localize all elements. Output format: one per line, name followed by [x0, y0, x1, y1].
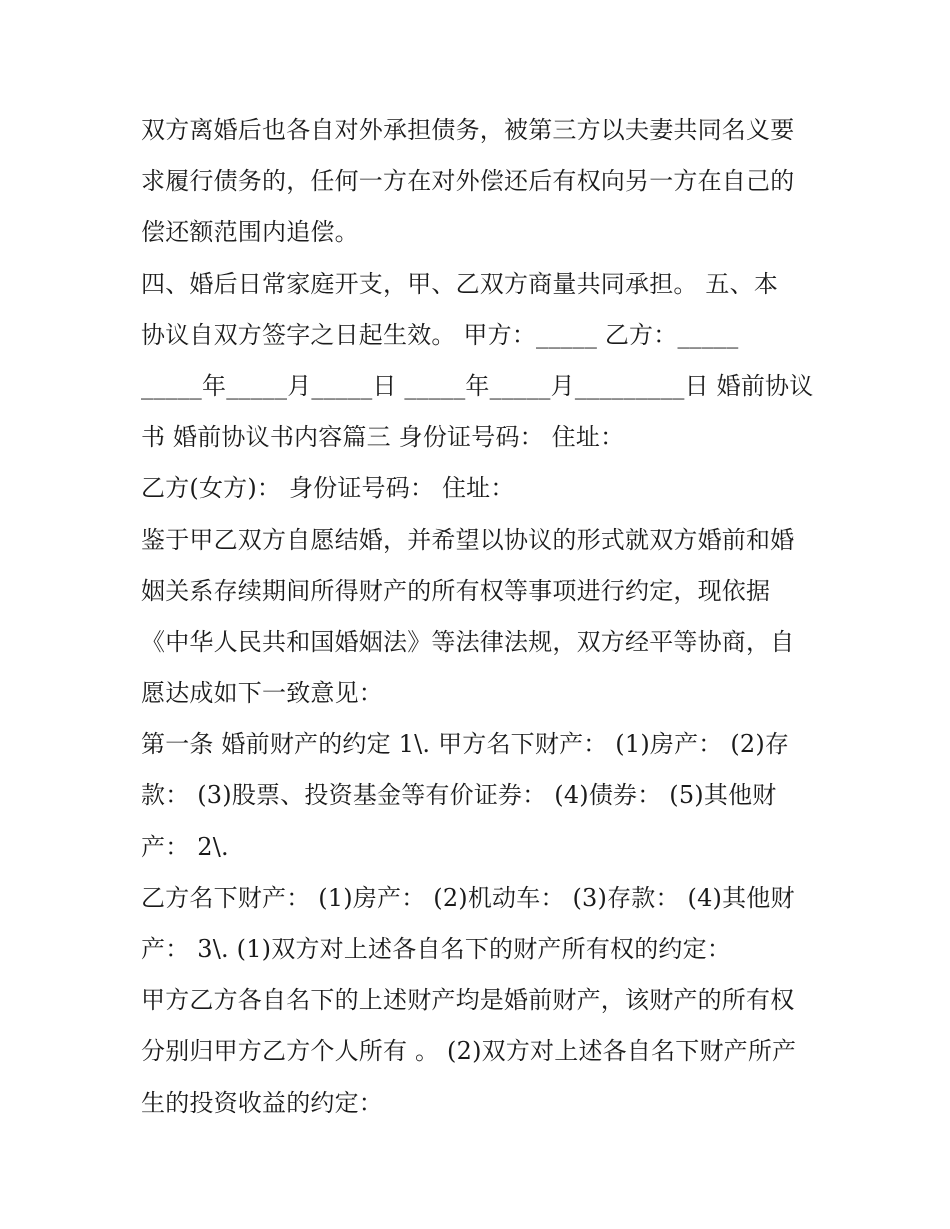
text-line: 愿达成如下一致意见： — [141, 679, 383, 708]
text-line: 乙方(女方)： 身份证号码： 住址： — [141, 474, 515, 503]
text-line: _____年_____月_____日 _____年_____月_________日 婚前协议 — [141, 371, 814, 400]
text-line: 协议自双方签字之日起生效。 甲方：_____ 乙方：_____ — [141, 320, 739, 349]
text-line: 分别归甲方乙方个人所有 。 (2)双方对上述各自名下财产所产 — [141, 1037, 797, 1066]
text-line: 乙方名下财产： (1)房产： (2)机动车： (3)存款： (4)其他财 — [141, 883, 795, 912]
text-line: 产： 3\. (1)双方对上述各自名下的财产所有权的约定： — [141, 935, 732, 963]
text-line: 产： 2\. — [141, 832, 229, 861]
text-line: 四、婚后日常家庭开支，甲、乙双方商量共同承担。 五、本 — [141, 269, 779, 298]
text-line: 款： (3)股票、投资基金等有价证券： (4)债券： (5)其他财 — [141, 781, 777, 810]
text-line: 第一条 婚前财产的约定 1\. 甲方名下财产： (1)房产： (2)存 — [141, 730, 790, 759]
text-line: 双方离婚后也各自对外承担债务，被第三方以夫妻共同名义要 — [141, 116, 795, 144]
text-line: 《中华人民共和国婚姻法》等法律法规，双方经平等协商，自 — [141, 627, 795, 656]
text-line: 求履行债务的，任何一方在对外偿还后有权向另一方在自己的 — [141, 167, 795, 196]
text-line: 生的投资收益的约定： — [141, 1088, 383, 1117]
text-line: 偿还额范围内追偿。 — [141, 218, 359, 247]
document-text-body — [141, 105, 821, 1129]
text-line: 书 婚前协议书内容篇三 身份证号码： 住址： — [141, 423, 625, 452]
text-line: 鉴于甲乙双方自愿结婚，并希望以协议的形式就双方婚前和婚 — [141, 525, 795, 554]
text-line: 甲方乙方各自名下的上述财产均是婚前财产，该财产的所有权 — [141, 986, 795, 1015]
text-line: 姻关系存续期间所得财产的所有权等事项进行约定，现依据 — [141, 576, 771, 605]
